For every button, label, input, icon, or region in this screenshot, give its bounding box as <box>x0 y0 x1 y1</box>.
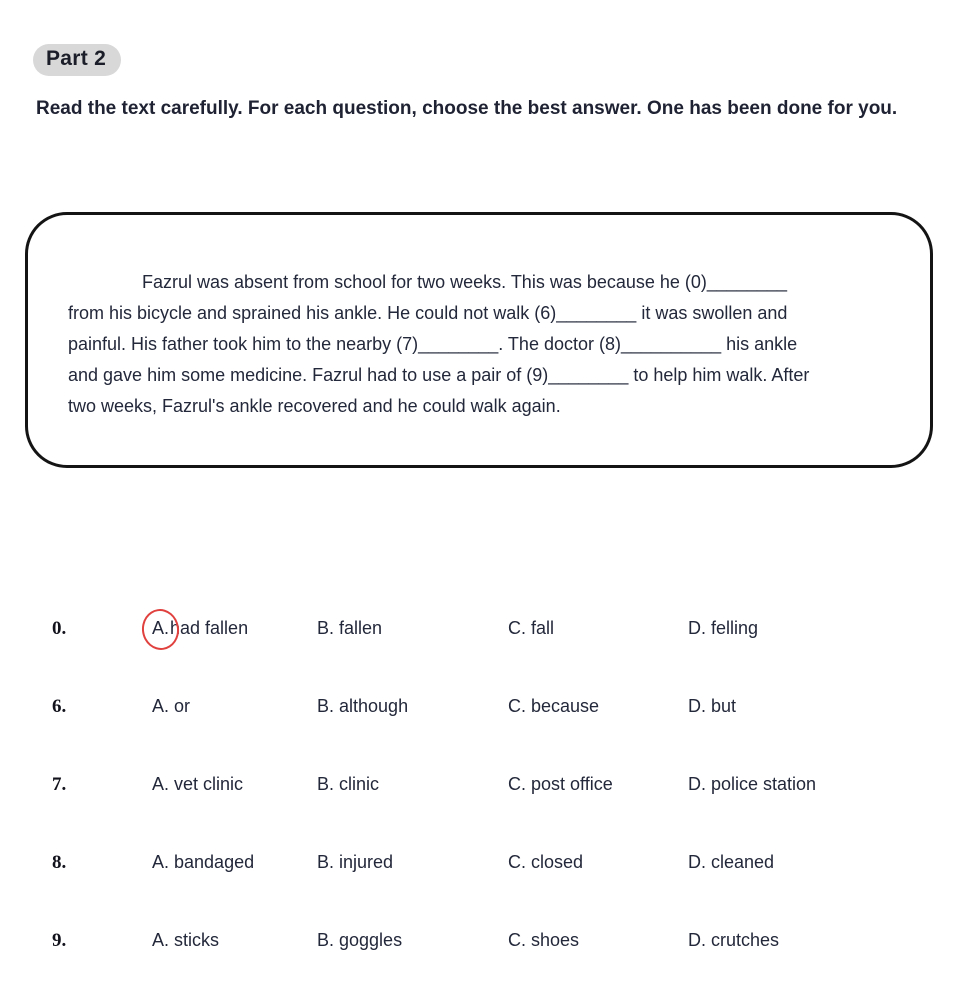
option-a <box>152 774 317 795</box>
option-letter: C. <box>508 618 526 639</box>
questions-list <box>0 618 957 1008</box>
option-letter: A. <box>152 852 170 873</box>
question-row <box>52 774 957 852</box>
option-b <box>317 618 508 639</box>
option-letter: A. <box>152 696 170 717</box>
option-a <box>152 930 317 951</box>
option-text: had fallen <box>170 618 249 639</box>
option-letter: C. <box>508 774 526 795</box>
option-d <box>688 618 957 639</box>
option-d <box>688 852 957 873</box>
option-letter: D. <box>688 618 706 639</box>
question-row <box>52 852 957 930</box>
option-text: sticks <box>174 930 220 951</box>
option-text: injured <box>339 852 394 873</box>
option-c <box>508 696 688 717</box>
passage-line: two weeks, Fazrul's ankle recovered and he could walk again. <box>68 396 561 417</box>
option-text: post office <box>531 774 613 795</box>
option-b <box>317 852 508 873</box>
question-number: 6. <box>52 696 67 718</box>
option-letter: A. <box>152 618 169 639</box>
option-b <box>317 774 508 795</box>
option-a <box>152 696 317 717</box>
option-letter: C. <box>508 696 526 717</box>
option-letter: A. <box>152 774 170 795</box>
option-c <box>508 774 688 795</box>
question-number: 9. <box>52 930 67 952</box>
instructions-text: Read the text carefully. For each question, choose the best answer. One has been done for you. <box>36 98 898 119</box>
option-text: but <box>711 696 737 717</box>
option-letter: C. <box>508 852 526 873</box>
option-text: because <box>531 696 600 717</box>
option-text: clinic <box>339 774 380 795</box>
question-row <box>52 696 957 774</box>
option-d <box>688 696 957 717</box>
question-row <box>52 618 957 696</box>
option-letter: D. <box>688 930 706 951</box>
option-b <box>317 696 508 717</box>
option-text: vet clinic <box>174 774 244 795</box>
question-number: 7. <box>52 774 67 796</box>
option-letter: B. <box>317 852 335 873</box>
option-letter: A. <box>152 930 170 951</box>
option-a <box>152 852 317 873</box>
option-text: or <box>174 696 191 717</box>
option-letter: D. <box>688 852 706 873</box>
option-text: shoes <box>531 930 580 951</box>
option-text: crutches <box>711 930 780 951</box>
option-letter: B. <box>317 774 335 795</box>
option-letter: B. <box>317 696 335 717</box>
option-text: felling <box>711 618 759 639</box>
passage-line: and gave him some medicine. Fazrul had to use a pair of (9)________ to help him walk. After <box>68 365 810 386</box>
passage-box <box>25 212 933 468</box>
option-text: goggles <box>339 930 403 951</box>
option-b <box>317 930 508 951</box>
passage-line: Fazrul was absent from school for two weeks. This was because he (0)________ <box>142 272 787 293</box>
option-letter: C. <box>508 930 526 951</box>
option-text: bandaged <box>174 852 255 873</box>
option-letter: D. <box>688 696 706 717</box>
option-text: cleaned <box>711 852 775 873</box>
option-letter: B. <box>317 618 335 639</box>
question-row <box>52 930 957 1008</box>
option-c <box>508 618 688 639</box>
option-text: fall <box>531 618 555 639</box>
option-d <box>688 930 957 951</box>
option-text: police station <box>711 774 817 795</box>
option-c <box>508 852 688 873</box>
passage-line: painful. His father took him to the nearby (7)________. The doctor (8)__________ his ankle <box>68 334 798 355</box>
part-badge: Part 2 <box>33 44 121 76</box>
option-text: closed <box>531 852 584 873</box>
passage-text <box>68 267 894 422</box>
option-c <box>508 930 688 951</box>
passage-line: from his bicycle and sprained his ankle. He could not walk (6)________ it was swollen and <box>68 303 788 324</box>
option-a <box>152 618 317 639</box>
option-letter: D. <box>688 774 706 795</box>
option-letter: B. <box>317 930 335 951</box>
option-d <box>688 774 957 795</box>
option-text: although <box>339 696 409 717</box>
question-number: 8. <box>52 852 67 874</box>
option-text: fallen <box>339 618 383 639</box>
question-number: 0. <box>52 618 67 640</box>
